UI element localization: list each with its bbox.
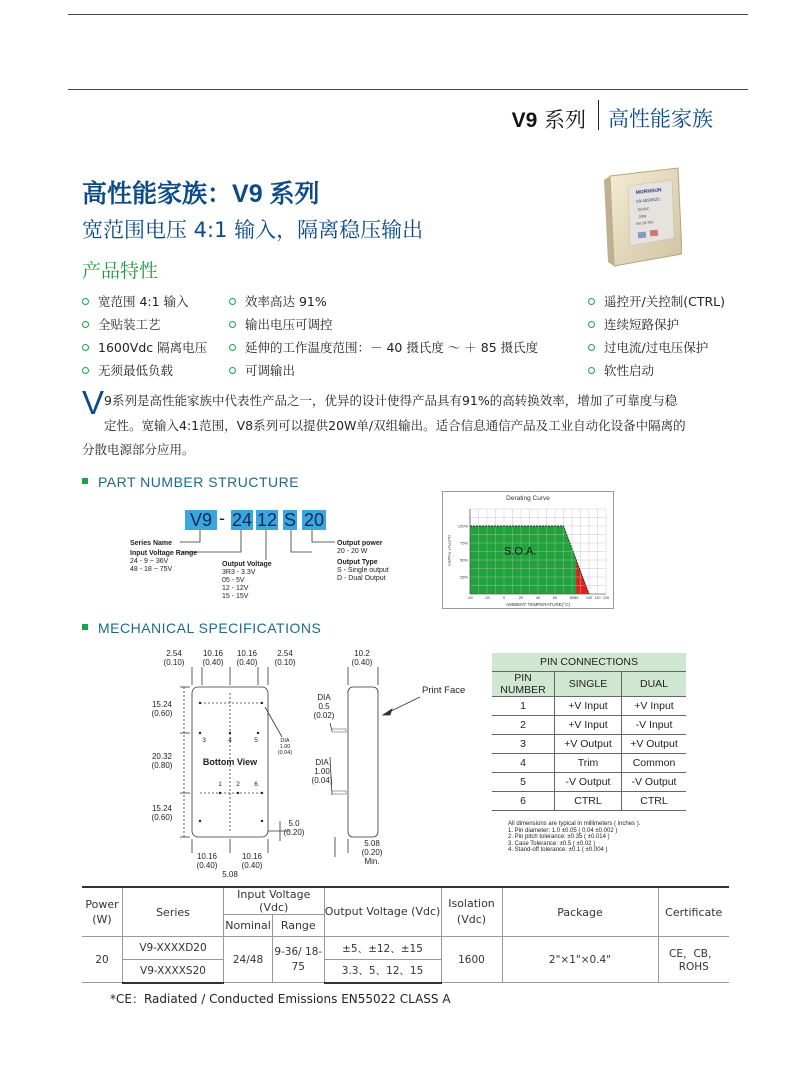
pn-input-range-label: Input Voltage Range	[130, 550, 198, 557]
pn-dash: -	[219, 508, 225, 528]
dia-lower-label: DIA	[315, 758, 329, 767]
spec-header-power: Power (W)	[82, 887, 123, 937]
page-title	[82, 174, 320, 210]
dia-upper-mm: 0.5	[318, 702, 330, 711]
pin-dual: CTRL	[622, 792, 687, 811]
feature-1-1	[82, 292, 189, 310]
chart-x-tick-label: 85	[574, 596, 579, 600]
dia-upper-label: DIA	[317, 693, 331, 702]
spec-series-d: V9-XXXXD20	[123, 937, 224, 960]
pin-single: -V Output	[555, 773, 622, 792]
pin-single: Trim	[555, 754, 622, 773]
header-series-word: 系列	[544, 108, 586, 132]
feature-text: 连续短路保护	[604, 317, 680, 332]
pn-output-type	[337, 559, 389, 583]
chart-y-tick-label: 75%	[459, 540, 468, 546]
pn-output-voltage-line-4: 15 - 15V	[222, 593, 249, 600]
dimension-note: 4. Stand-off tolerance: ±0.1 ( ±0.004 )	[508, 847, 608, 853]
dim-top-2-in: (0.40)	[202, 658, 224, 667]
feature-2-1	[229, 292, 327, 310]
chart-x-tick-label: 80	[569, 596, 575, 600]
dim-side-bottom-in: (0.20)	[361, 848, 383, 857]
pn-output-box: 12	[256, 510, 278, 530]
intro-line-3: 分散电源部分应用。	[82, 442, 195, 457]
feature-bullet-icon	[588, 298, 595, 305]
pin-number: 1	[492, 697, 555, 716]
pn-input-range-line-1: 24 - 9 ~ 36V	[130, 558, 169, 565]
dim-bottom-offset: 5.08	[222, 870, 238, 879]
feature-text: 输出电压可调控	[245, 317, 333, 332]
chart-x-tick-label: 20	[518, 596, 524, 600]
header-series	[512, 104, 586, 134]
pn-input-range-line-2: 48 - 18 ~ 75V	[130, 566, 173, 573]
dim-left-2-mm: 20.32	[151, 752, 173, 761]
pn-input-range	[130, 550, 197, 574]
chart-y-tick-label: 100%	[457, 523, 468, 529]
feature-text: 效率高达 91%	[245, 294, 327, 309]
pin-table-row	[492, 735, 686, 754]
pn-output-power	[337, 540, 383, 556]
feature-text: 可调输出	[245, 363, 296, 378]
feature-3-1	[588, 292, 725, 310]
product-label-line-3: Vin:18-75V	[635, 220, 654, 226]
intro-line-1: 9系列是高性能家族中代表性产品之一，优异的设计使得产品具有91%的高转换效率，增加了可靠度与稳	[104, 393, 678, 408]
header-series-code: V9	[511, 109, 538, 132]
feature-text: 软性启动	[604, 363, 655, 378]
spec-header-series: Series	[123, 887, 224, 937]
pin-lower-side	[332, 791, 346, 794]
dim-side-width-mm: 10.2	[354, 649, 370, 658]
spec-header-nominal: Nominal	[224, 915, 273, 937]
feature-2-3	[229, 338, 538, 356]
pin-dual: Common	[622, 754, 687, 773]
header-family: 高性能家族	[608, 107, 713, 131]
pin-table-header-number: PIN NUMBER	[492, 672, 555, 697]
dim-top-2-mm: 10.16	[202, 649, 224, 658]
feature-3-3	[588, 338, 708, 356]
feature-text: 遥控开/关控制(CTRL)	[604, 294, 725, 309]
feature-bullet-icon	[82, 298, 89, 305]
chart-x-tick-label: -20	[484, 596, 490, 600]
product-brand: MORNSUN	[635, 187, 662, 196]
pn-output-voltage-line-2: 05 - 5V	[222, 577, 245, 584]
chart-x-tick-label: 0	[502, 596, 506, 600]
dim-left-3-in: (0.60)	[151, 813, 173, 822]
dim-left-1-mm: 15.24	[151, 700, 173, 709]
pin-dual: +V Output	[622, 735, 687, 754]
header-separator	[598, 100, 599, 130]
dim-bottom-1-mm: 10.16	[196, 852, 218, 861]
dim-standoff-in: (0.20)	[283, 828, 305, 837]
pn-type-box: S	[283, 510, 296, 530]
feature-bullet-icon	[82, 367, 89, 374]
part-number-heading-text: PART NUMBER STRUCTURE	[98, 474, 300, 490]
pn-output-voltage	[222, 561, 272, 601]
dim-side-bottom-note: Min.	[364, 857, 380, 866]
pn-input-box: 24	[231, 510, 253, 530]
dimension-note: 1. Pin diameter: 1.0 ±0.05 ( 0.04 ±0.002 )	[508, 827, 618, 834]
chart-y-tick-label: 50%	[459, 557, 468, 563]
product-image	[598, 166, 682, 270]
chart-title: Derating Curve	[506, 495, 550, 502]
dim-top-3-in: (0.40)	[236, 658, 258, 667]
feature-2-4	[229, 361, 295, 379]
dim-top-3-mm: 10.16	[236, 649, 258, 658]
feature-2-2	[229, 315, 333, 333]
part-number-heading	[82, 474, 299, 490]
pin-label-2: 2	[236, 781, 240, 788]
feature-bullet-icon	[82, 321, 89, 328]
dim-top-4-in: (0.10)	[274, 658, 296, 667]
dia-upper-in: (0.02)	[313, 711, 335, 720]
dimension-note: 3. Case Tolerance: ±0.5 ( ±0.02 )	[508, 840, 596, 847]
product-model: V9-4824S20	[635, 196, 660, 204]
feature-1-4	[82, 361, 173, 379]
section-square-icon	[82, 478, 88, 484]
spec-certificate: CE，CB，ROHS	[658, 937, 729, 983]
pin-label-1: 1	[218, 781, 222, 788]
pin-dual: -V Input	[622, 716, 687, 735]
page-title-prefix: 高性能家族：	[82, 179, 233, 208]
pin-label-5: 5	[254, 737, 258, 744]
pn-power-box: 20	[303, 510, 325, 530]
pn-output-power-line: 20 - 20 W	[337, 548, 368, 555]
pin-single: +V Input	[555, 716, 622, 735]
pin-table-row	[492, 773, 686, 792]
dia-small-mm: 1.00	[279, 744, 291, 750]
dim-top-4-mm: 2.54	[277, 649, 293, 658]
feature-text: 无须最低负载	[98, 363, 174, 378]
product-label-line-1: DC/DC	[637, 206, 650, 212]
feature-bullet-icon	[229, 367, 236, 374]
section-square-icon	[82, 624, 88, 630]
bottom-view-label: Bottom View	[202, 757, 258, 767]
pin-number: 5	[492, 773, 555, 792]
top-rule	[68, 14, 748, 15]
pin-table-row	[492, 716, 686, 735]
dia-small-in: (0.04)	[277, 750, 293, 756]
pin-table-title: PIN CONNECTIONS	[492, 653, 686, 672]
dim-bottom-2-in: (0.40)	[241, 861, 263, 870]
spec-series-s: V9-XXXXS20	[123, 960, 224, 983]
spec-header-range: Range	[273, 915, 325, 937]
chart-x-tick-label: 100	[585, 596, 593, 600]
pin-number: 4	[492, 754, 555, 773]
pin-table-row	[492, 754, 686, 773]
pin-single: CTRL	[555, 792, 622, 811]
mechanical-heading-text: MECHANICAL SPECIFICATIONS	[98, 620, 322, 636]
spec-table	[82, 886, 729, 984]
dim-left-3-mm: 15.24	[151, 804, 173, 813]
dimension-note: 2. Pin pitch tolerance: ±0.35 ( ±0.014 )	[508, 834, 610, 840]
dim-left-2-in: (0.80)	[151, 761, 173, 770]
pin-table-row	[492, 792, 686, 811]
mechanical-heading	[82, 620, 321, 636]
dia-lower-mm: 1.00	[314, 767, 330, 776]
pin-table-header-dual: DUAL	[622, 672, 687, 697]
dim-bottom-1-in: (0.40)	[196, 861, 218, 870]
pn-output-power-label: Output power	[337, 540, 383, 547]
print-face-label: Print Face	[422, 685, 466, 696]
pn-output-voltage-label: Output Voltage	[222, 561, 272, 568]
feature-bullet-icon	[229, 298, 236, 305]
spec-header-input: Input Voltage (Vdc)	[224, 887, 325, 915]
feature-1-3	[82, 338, 207, 356]
intro-paragraph	[104, 388, 728, 438]
feature-1-2	[82, 315, 161, 333]
dim-standoff-mm: 5.0	[288, 819, 300, 828]
feature-bullet-icon	[82, 344, 89, 351]
product-label-line-2: 20W	[638, 214, 647, 219]
pin-label-6: 6	[254, 781, 258, 788]
pn-series-box: V9	[185, 510, 217, 530]
dim-top-1-in: (0.10)	[163, 658, 185, 667]
pin-dual: +V Input	[622, 697, 687, 716]
chart-x-tick-label: -40	[467, 596, 473, 600]
feature-text: 过电流/过电压保护	[604, 340, 709, 355]
spec-range: 9-36/ 18-75	[273, 937, 325, 983]
feature-text: 宽范围 4:1 输入	[98, 294, 189, 309]
intro-drop-cap: V	[82, 384, 105, 421]
dimension-note: All dimensions are typical in millimeters ( inches ).	[508, 821, 641, 827]
features-heading: 产品特性	[82, 260, 159, 282]
spec-nominal: 24/48	[224, 937, 273, 983]
spec-package: 2"×1"×0.4"	[502, 937, 658, 983]
feature-text: 全贴装工艺	[98, 317, 161, 332]
spec-header-isolation: Isolation (Vdc)	[441, 887, 502, 937]
dim-side-bottom-mm: 5.08	[364, 839, 380, 848]
pin-number: 3	[492, 735, 555, 754]
chart-x-tick-label: 120	[602, 596, 610, 600]
intro-line-2: 定性。宽输入4:1范围，V8系列可以提供20W单/双组输出。适合信息通信产品及工业自动化设备中隔离的	[104, 418, 686, 433]
mechanical-drawing	[140, 645, 480, 880]
dim-side-width-in: (0.40)	[351, 658, 373, 667]
pn-output-type-line-2: D - Dual Output	[337, 575, 386, 582]
feature-bullet-icon	[588, 344, 595, 351]
feature-bullet-icon	[229, 321, 236, 328]
spec-isolation: 1600	[441, 937, 502, 983]
pin-label-3: 3	[202, 737, 206, 744]
pin-table-header-single: SINGLE	[555, 672, 622, 697]
spec-power: 20	[82, 937, 123, 983]
chart-y-tick-label: 25%	[459, 574, 468, 580]
feature-text: 延伸的工作温度范围：－ 40 摄氏度 ～ ＋ 85 摄氏度	[245, 340, 539, 355]
dim-left-1-in: (0.60)	[151, 709, 173, 718]
chart-xlabel: AMBIENT TEMPERATURE(°C)	[505, 602, 571, 607]
pin-number: 6	[492, 792, 555, 811]
chart-soa-label: S.O.A.	[504, 545, 537, 558]
pin-single: +V Input	[555, 697, 622, 716]
spec-header-package: Package	[502, 887, 658, 937]
feature-3-4	[588, 361, 654, 379]
spec-header-certificate: Certificate	[658, 887, 729, 937]
pin-upper-side	[332, 729, 346, 732]
pin-connections-table	[492, 653, 686, 811]
spec-output-s: 3.3、5、12、15	[324, 960, 441, 983]
chart-x-tick-label: 60	[552, 596, 558, 600]
derating-chart	[442, 491, 614, 609]
dimension-notes	[508, 821, 640, 854]
pin-table-row	[492, 697, 686, 716]
spec-output-d: ±5、±12、±15	[324, 937, 441, 960]
pn-output-voltage-line-3: 12 - 12V	[222, 585, 249, 592]
dim-bottom-2-mm: 10.16	[241, 852, 263, 861]
pn-output-type-line-1: S - Single output	[337, 567, 389, 574]
feature-bullet-icon	[588, 321, 595, 328]
pin-dual: -V Output	[622, 773, 687, 792]
pn-output-type-label: Output Type	[337, 559, 378, 566]
pn-output-voltage-line-1: 3R3 - 3.3V	[222, 569, 256, 576]
feature-3-2	[588, 315, 679, 333]
chart-x-tick-label: 40	[535, 596, 541, 600]
header-rule	[68, 89, 748, 90]
dia-lower-in: (0.04)	[311, 776, 333, 785]
page-subtitle: 宽范围电压 4:1 输入，隔离稳压输出	[82, 218, 424, 242]
page-title-series: V9 系列	[232, 180, 320, 208]
pin-label-4: 4	[228, 737, 232, 744]
chart-ylabel: OUTPUT POWER	[447, 535, 451, 566]
module-side-outline	[348, 687, 378, 837]
footnote: *CE：Radiated / Conducted Emissions EN55022 CLASS A	[110, 992, 451, 1006]
chart-x-tick-label: 110	[594, 596, 601, 600]
pin-number: 2	[492, 716, 555, 735]
dia-small-label: DIA	[280, 738, 290, 744]
feature-bullet-icon	[588, 367, 595, 374]
feature-text: 1600Vdc 隔离电压	[98, 340, 208, 355]
dim-top-1-mm: 2.54	[166, 649, 182, 658]
spec-header-output: Output Voltage (Vdc)	[324, 887, 441, 937]
pin-single: +V Output	[555, 735, 622, 754]
feature-bullet-icon	[229, 344, 236, 351]
pn-series-name-label: Series Name	[130, 540, 173, 547]
